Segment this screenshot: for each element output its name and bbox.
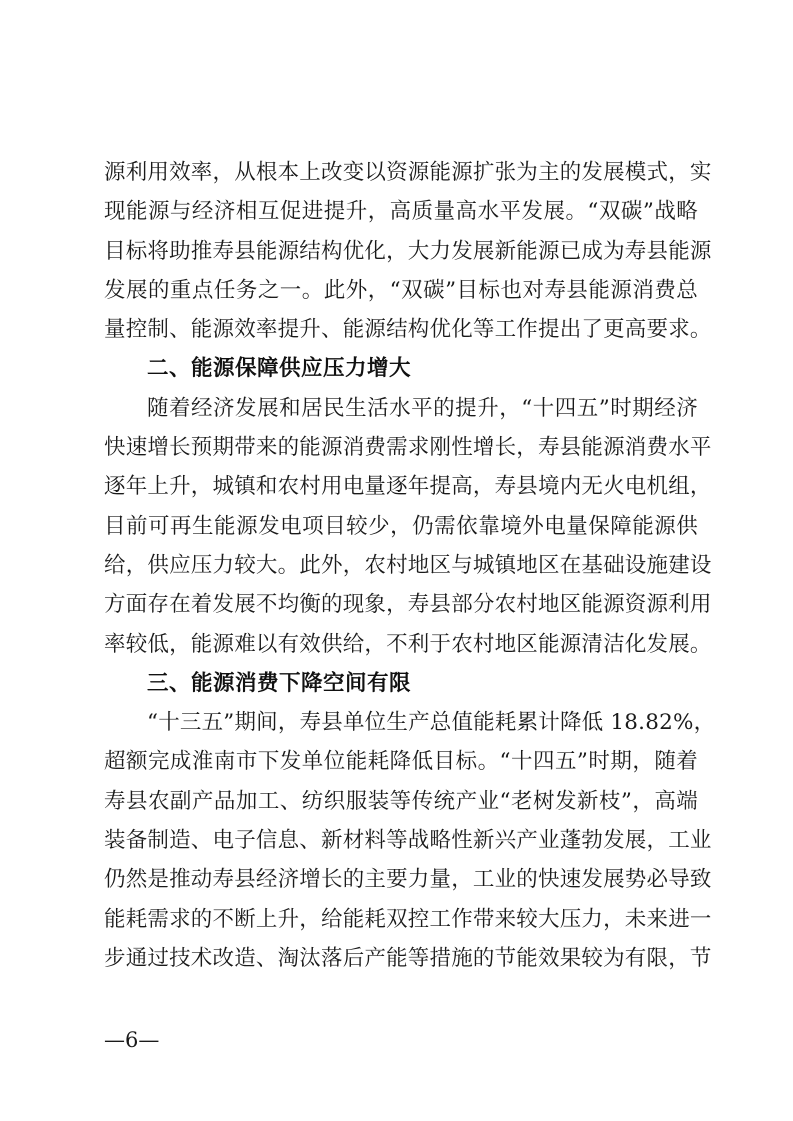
paragraph-first-line: 随着经济发展和居民生活水平的提升，“十四五”时期经济: [147, 395, 698, 421]
paragraph-line: 仍然是推动寿县经济增长的主要力量，工业的快速发展势必导致: [104, 867, 712, 893]
document-body: [104, 153, 716, 978]
paragraph-line: 方面存在着发展不均衡的现象，寿县部分农村地区能源资源利用: [104, 592, 712, 618]
paragraph-line: 装备制造、电子信息、新材料等战略性新兴产业蓬勃发展，工业: [104, 828, 712, 854]
paragraph-line: 发展的重点任务之一。此外，“双碳”目标也对寿县能源消费总: [104, 277, 698, 303]
paragraph-line: 能耗需求的不断上升，给能耗双控工作带来较大压力，未来进一: [104, 906, 712, 932]
paragraph-line: 快速增长预期带来的能源消费需求刚性增长，寿县能源消费水平: [104, 435, 712, 461]
paragraph-line: 目前可再生能源发电项目较少，仍需依靠境外电量保障能源供: [104, 513, 698, 539]
paragraph-line: 率较低，能源难以有效供给，不利于农村地区能源清洁化发展。: [104, 631, 712, 657]
paragraph-first-line: “十三五”期间，寿县单位生产总值能耗累计降低 18.82%，: [147, 710, 716, 736]
paragraph-line: 目标将助推寿县能源结构优化，大力发展新能源已成为寿县能源: [104, 238, 712, 264]
paragraph-line: 超额完成淮南市下发单位能耗降低目标。“十四五”时期，随着: [104, 749, 698, 775]
paragraph-line: 量控制、能源效率提升、能源结构优化等工作提出了更高要求。: [104, 317, 712, 343]
section-heading: 二、能源保障供应压力增大: [147, 356, 412, 382]
paragraph-line: 逐年上升，城镇和农村用电量逐年提高，寿县境内无火电机组，: [104, 474, 712, 500]
paragraph-line: 给，供应压力较大。此外，农村地区与城镇地区在基础设施建设: [104, 552, 712, 578]
paragraph-line: 寿县农副产品加工、纺织服装等传统产业“老树发新枝”，高端: [104, 788, 698, 814]
paragraph-line: 步通过技术改造、淘汰落后产能等措施的节能效果较为有限，节: [104, 945, 712, 971]
paragraph-line: 现能源与经济相互促进提升，高质量高水平发展。“双碳”战略: [104, 199, 698, 225]
page-number: —6—: [104, 1028, 160, 1052]
paragraph-line: 源利用效率，从根本上改变以资源能源扩张为主的发展模式，实: [104, 160, 712, 185]
section-heading: 三、能源消费下降空间有限: [147, 670, 412, 696]
